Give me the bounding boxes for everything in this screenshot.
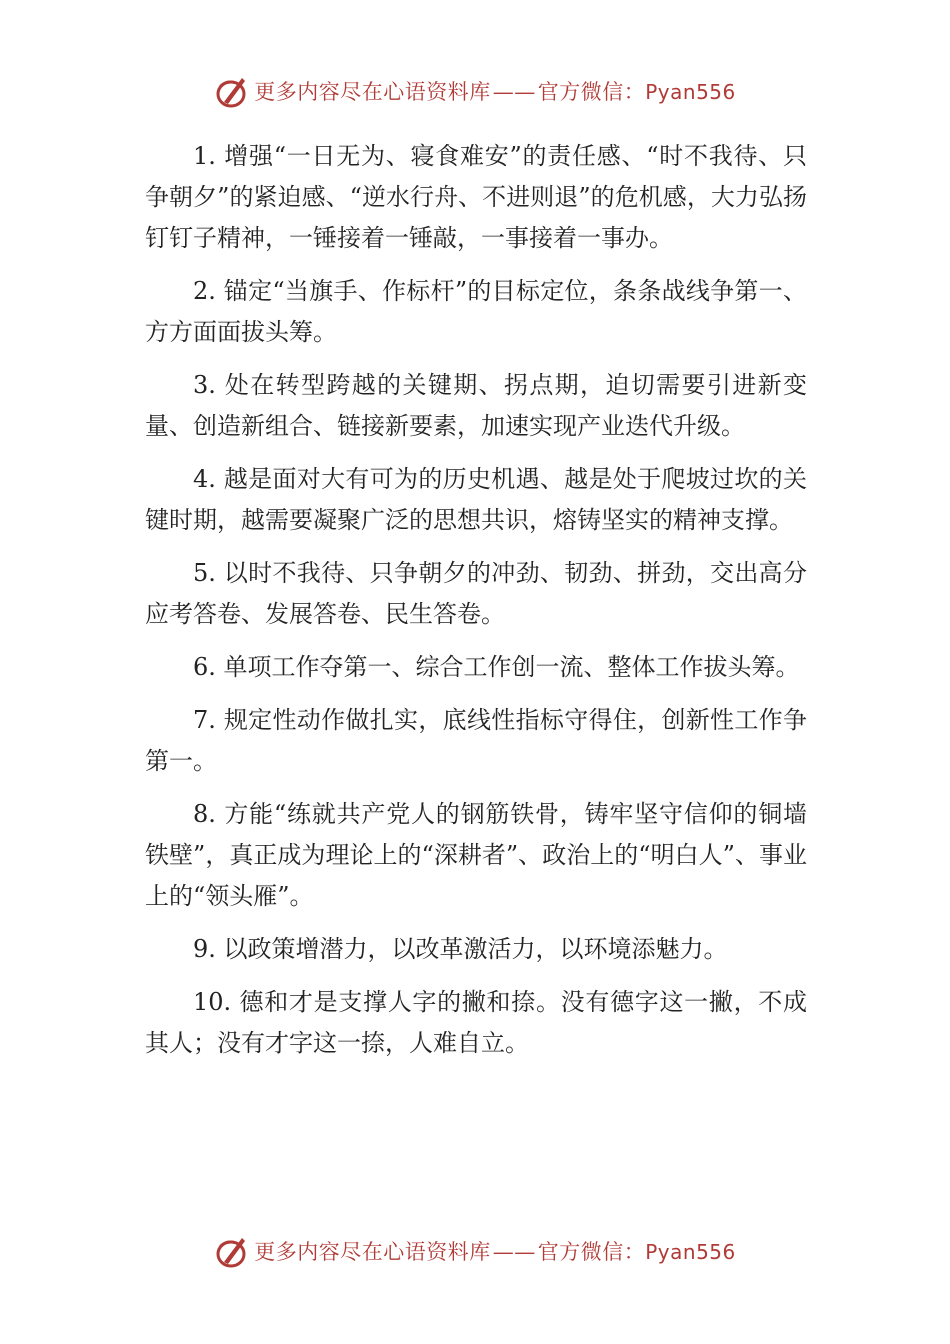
list-item: 9. 以政策增潜力，以改革激活力，以环境添魅力。 [193,935,728,963]
header-wechat-id: Pyan556 [645,80,736,104]
list-item: 7. 规定性动作做扎实，底线性指标守得住，创新性工作争第一。 [145,706,807,775]
footer-dash: —— [492,1240,536,1264]
footer-wechat-label: 官方微信： [537,1240,646,1264]
header-title: 更多内容尽在心语资料库 [254,80,491,104]
quill-pen-logo-icon [214,1232,250,1270]
list-item: 4. 越是面对大有可为的历史机遇、越是处于爬坡过坎的关键时期，越需要凝聚广泛的思想共识，熔铸坚实的精神支撑。 [145,465,807,534]
header-text [254,76,736,106]
list-item: 6. 单项工作夺第一、综合工作创一流、整体工作拔头筹。 [193,653,800,681]
list-item: 8. 方能“练就共产党人的钢筋铁骨，铸牢坚守信仰的铜墙铁壁”，真正成为理论上的“深耕者”、政治上的“明白人”、事业上的“领头雁”。 [145,800,807,910]
footer-title: 更多内容尽在心语资料库 [254,1240,491,1264]
list-item: 1. 增强“一日无为、寝食难安”的责任感、“时不我待、只争朝夕”的紧迫感、“逆水行舟、不进则退”的危机感，大力弘扬钉钉子精神，一锤接着一锤敲，一事接着一事办。 [145,142,807,252]
list-item: 10. 德和才是支撑人字的撇和捺。没有德字这一撇，不成其人；没有才字这一捺，人难自立。 [145,988,807,1057]
list-item: 2. 锚定“当旗手、作标杆”的目标定位，条条战线争第一、方方面面拔头筹。 [145,277,807,346]
quill-pen-logo-icon [214,72,250,110]
list-item: 3. 处在转型跨越的关键期、拐点期，迫切需要引进新变量、创造新组合、链接新要素，加速实现产业迭代升级。 [145,371,807,440]
header-wechat-label: 官方微信： [537,80,646,104]
footer-wechat-id: Pyan556 [645,1240,736,1264]
footer-banner [0,1232,950,1270]
header-banner [0,72,950,110]
header-dash: —— [492,80,536,104]
document-body [145,136,807,1076]
footer-text [254,1236,736,1266]
list-item: 5. 以时不我待、只争朝夕的冲劲、韧劲、拼劲，交出高分应考答卷、发展答卷、民生答卷。 [145,559,807,628]
